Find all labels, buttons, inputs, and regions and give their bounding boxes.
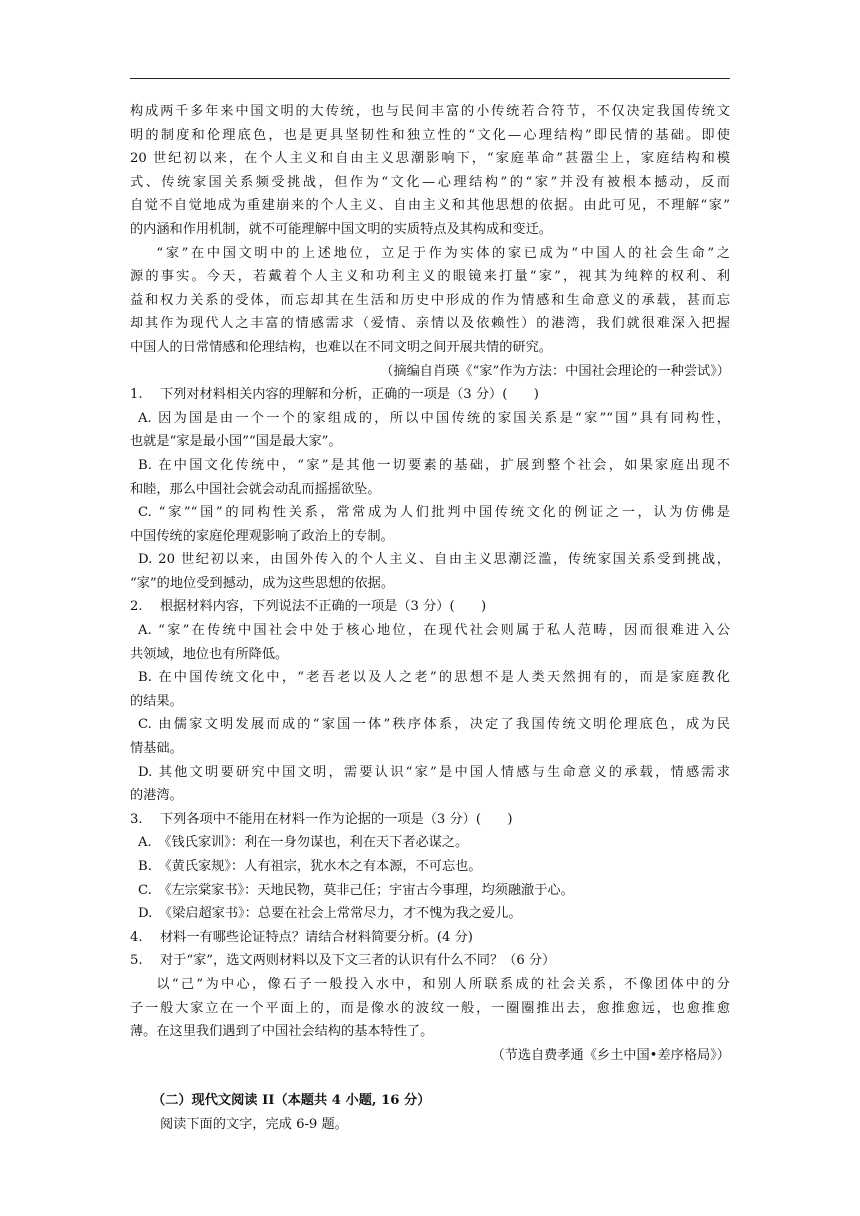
- option-d-cont: “家”的地位受到撼动，成为这些思想的依据。: [130, 575, 395, 591]
- document-body: [130, 100, 730, 1137]
- question-5: 5. 对于“家”，选文两则材料以及下文三者的认识有什么不同？（6 分）: [130, 953, 556, 969]
- source-citation-2: （节选自费孝通《乡土中国•差序格局》）: [491, 1047, 730, 1063]
- excerpt-line: 以“己”为中心，像石子一般投入水中，和别人所联系成的社会关系，不像团体中的分: [156, 976, 730, 992]
- option-d: D. 20 世纪初以来，由国外传入的个人主义、自由主义思潮泛滥，传统家国关系受到挑战，: [138, 552, 730, 568]
- option-a: A. 因为国是由一个一个的家组成的，所以中国传统的家国关系是“家”“国”具有同构性，: [138, 410, 730, 426]
- option-b-cont: 和睦，那么中国社会就会动乱而摇摇欲坠。: [130, 481, 381, 497]
- passage-line: 中国人的日常情感和伦理结构，也难以在不同文明之间开展共情的研究。: [130, 339, 552, 355]
- option-c: C. “家”“国”的同构性关系，常常成为人们批判中国传统文化的例证之一，认为仿佛是: [138, 505, 730, 521]
- option-c-cont: 情基础。: [130, 741, 183, 757]
- passage-line: 却其作为现代人之丰富的情感需求（爱情、亲情以及依赖性）的港湾，我们就很难深入把握: [130, 316, 730, 332]
- passage-line: 源的事实。今天，若戴着个人主义和功利主义的眼镜来打量“家”，视其为纯粹的权利、利: [130, 269, 730, 285]
- question-1: [130, 383, 730, 595]
- option-b: B. 在中国文化传统中，“家”是其他一切要素的基础，扩展到整个社会，如果家庭出现不: [138, 457, 730, 473]
- section-instruction: 阅读下面的文字，完成 6-9 题。: [160, 1116, 348, 1132]
- passage-line: 20 世纪初以来，在个人主义和自由主义思潮影响下，“家庭革命”甚嚣尘上，家庭结构和模: [130, 151, 730, 167]
- option-d: D. 《梁启超家书》：总要在社会上常常尽力，才不愧为我之爱儿。: [138, 906, 522, 922]
- option-c: C. 《左宗棠家书》：天地民物，莫非己任；宇宙古今事理，均须融澈于心。: [138, 882, 574, 898]
- question-stem: 1. 下列对材料相关内容的理解和分析，正确的一项是（3 分）( ): [130, 387, 539, 403]
- source-citation-1: （摘编自肖瑛《“家”作为方法：中国社会理论的一种尝试》）: [380, 363, 730, 379]
- question-stem: 3. 下列各项中不能用在材料一作为论据的一项是（3 分）( ): [130, 811, 513, 827]
- option-c-cont: 中国传统的家庭伦理观影响了政治上的专制。: [130, 528, 394, 544]
- passage-line: 明的制度和伦理底色，也是更具坚韧性和独立性的“文化—心理结构”即民情的基础。即使: [130, 127, 730, 143]
- header-rule: [130, 78, 730, 79]
- option-d-cont: 的港湾。: [130, 788, 183, 804]
- question-2: [130, 595, 730, 807]
- passage-line: 益和权力关系的受体，而忘却其在生活和历史中形成的作为情感和生命意义的承载，甚而忘: [130, 292, 730, 308]
- excerpt-line: 薄。在这里我们遇到了中国社会结构的基本特性了。: [130, 1024, 434, 1040]
- passage-paragraph-1: [130, 100, 730, 242]
- option-a-cont: 也就是“家是最小国”“国是最大家”。: [130, 434, 342, 450]
- option-b: B. 《黄氏家规》：人有祖宗，犹水木之有本源，不可忘也。: [138, 859, 482, 874]
- option-d: D. 其他文明要研究中国文明，需要认识“家”是中国人情感与生命意义的承载，情感需求: [138, 764, 730, 780]
- option-b: B. 在中国传统文化中，“老吾老以及人之老”的思想不是人类天然拥有的，而是家庭教化: [138, 670, 730, 686]
- option-a: A. 《钱氏家训》：利在一身勿谋也，利在天下者必谋之。: [138, 835, 469, 851]
- question-4: 4. 材料一有哪些论证特点？请结合材料简要分析。(4 分): [130, 929, 473, 945]
- question-stem: 2. 根据材料内容，下列说法不正确的一项是（3 分）( ): [130, 599, 487, 615]
- passage-paragraph-2: [130, 242, 730, 360]
- option-b-cont: 的结果。: [130, 693, 183, 709]
- section-title: （二）现代文阅读 II（本题共 4 小题, 16 分）: [152, 1093, 431, 1109]
- passage-line: 自觉不自觉地成为重建崩来的个人主义、自由主义和其他思想的依据。由此可见，不理解“家”: [130, 198, 730, 214]
- option-c: C. 由儒家文明发展而成的“家国一体”秩序体系，决定了我国传统文明伦理底色，成为民: [138, 717, 730, 733]
- passage-line: 构成两千多年来中国文明的大传统，也与民间丰富的小传统若合符节，不仅决定我国传统文: [130, 104, 730, 119]
- passage-line: “家”在中国文明中的上述地位，立足于作为实体的家已成为“中国人的社会生命”之: [156, 245, 730, 261]
- excerpt-paragraph: [130, 973, 730, 1044]
- option-a: A. “家”在传统中国社会中处于核心地位，在现代社会则属于私人范畴，因而很难进入公: [138, 623, 730, 639]
- passage-line: 的内涵和作用机制，就不可能理解中国文明的实质特点及其构成和变迁。: [130, 221, 552, 237]
- question-3: [130, 808, 730, 926]
- passage-line: 式、传统家国关系频受挑战，但作为“文化—心理结构”的“家”并没有被根本撼动，反而: [130, 174, 730, 190]
- option-a-cont: 共领域，地位也有所降低。: [130, 646, 289, 662]
- excerpt-line: 子一般大家立在一个平面上的，而是像水的波纹一般，一圈圈推出去，愈推愈远，也愈推愈: [130, 1000, 730, 1016]
